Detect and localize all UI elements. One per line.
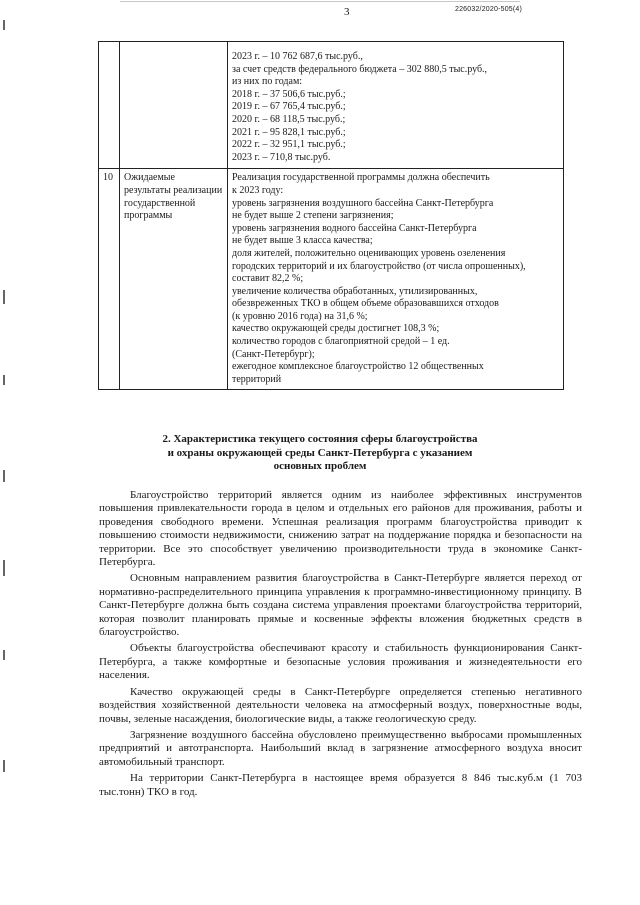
financing-line: 2020 г. – 68 118,5 тыс.руб.; <box>232 113 346 125</box>
paragraph: Загрязнение воздушного бассейна обусловлено преимущественно выбросами промышленных предприятий и автотранспорта. Наибольший вклад в загрязнение атмосферного воздуха вносит автомобильный транспорт. <box>99 728 582 768</box>
row-name-cell: Ожидаемые результаты реализации государственной программы <box>120 169 228 390</box>
result-line: уровень загрязнения воздушного бассейна Санкт-Петербурга <box>232 197 494 209</box>
margin-mark <box>3 290 5 304</box>
result-line: качество окружающей среды достигнет 108,3 %; <box>232 323 440 335</box>
result-line: не будет выше 3 класса качества; <box>232 235 373 247</box>
row-name-cell <box>120 42 228 169</box>
expected-results-cell <box>228 169 564 390</box>
page-number: 3 <box>344 6 350 18</box>
margin-mark <box>3 20 5 30</box>
section-heading-line: 2. Характеристика текущего состояния сферы благоустройства <box>162 433 478 445</box>
result-line: территорий <box>232 373 282 385</box>
section-heading <box>150 433 490 474</box>
row-number-cell <box>99 42 120 169</box>
paragraph: Качество окружающей среды в Санкт-Петербурге определяется степенью негативного воздействия хозяйственной деятельности человека на атмосферный воздух, поверхностные воды, почвы, зеленые насаждения, биологические виды, а также геологическую среду. <box>99 685 582 725</box>
financing-line: 2018 г. – 37 506,6 тыс.руб.; <box>232 88 346 100</box>
section-heading-line: и охраны окружающей среды Санкт-Петербурга с указанием <box>167 446 473 459</box>
financing-line: из них по годам: <box>232 76 303 88</box>
financing-line: 2021 г. – 95 828,1 тыс.руб.; <box>232 126 346 138</box>
result-line: обезвреженных ТКО в общем объеме образовавшихся отходов <box>232 298 499 310</box>
margin-mark <box>3 760 5 772</box>
margin-mark <box>3 560 5 576</box>
margin-mark <box>3 470 5 482</box>
table-row-financing <box>99 42 564 169</box>
paragraph: Основным направлением развития благоустройства в Санкт-Петербурге является переход от нормативно-распределительного принципа управления к программно-инвестиционному принципу. В Санкт-Петербурге должна быть создана система управления проектами благоустройства территорий, которая позволит планировать прямые и косвенные эффекты вложения бюджетных средств в благоустройство. <box>99 572 582 639</box>
result-line: не будет выше 2 степени загрязнения; <box>232 210 394 222</box>
result-line: увеличение количества обработанных, утилизированных, <box>232 285 478 297</box>
result-line: (к уровню 2016 года) на 31,6 %; <box>232 310 368 322</box>
financing-line: за счет средств федерального бюджета – 302 880,5 тыс.руб., <box>232 63 488 75</box>
paragraph: На территории Санкт-Петербурга в настоящее время образуется 8 846 тыс.куб.м (1 703 тыс.тонн) ТКО в год. <box>99 772 582 798</box>
result-line: количество городов с благоприятной средой – 1 ед. <box>232 336 450 348</box>
margin-mark <box>3 650 5 660</box>
table-row-expected-results <box>99 169 564 390</box>
paragraph: Благоустройство территорий является одним из наиболее эффективных инструментов повышения привлекательности города в целом и отдельных его районов для проживания, работы и проведения свободного времени. Успешная реализация программ благоустройства приводит к повышению стоимости недвижимости, снижению затрат на поддержание порядка и безопасности на территории. Все это способствует увеличению производительности труда в экономике Санкт-Петербурга. <box>99 489 582 569</box>
scan-top-edge-line <box>120 1 520 2</box>
financing-value-cell <box>228 42 564 169</box>
result-line: составит 82,2 %; <box>232 273 304 285</box>
section-heading-line: основных проблем <box>273 460 367 472</box>
result-line: (Санкт-Петербург); <box>232 348 315 360</box>
paragraph: Объекты благоустройства обеспечивают красоту и стабильность функционирования Санкт-Петербурга, а также комфортные и безопасные условия проживания и жизнедеятельности его населения. <box>99 642 582 682</box>
financing-line: 2023 г. – 710,8 тыс.руб. <box>232 151 331 163</box>
result-line: доля жителей, положительно оценивающих уровень озеленения <box>232 247 506 259</box>
result-line: к 2023 году: <box>232 184 284 196</box>
financing-line: 2019 г. – 67 765,4 тыс.руб.; <box>232 101 346 113</box>
result-line: городских территорий и их благоустройство (от числа опрошенных), <box>232 260 526 272</box>
program-passport-table <box>98 41 564 390</box>
result-line: ежегодное комплексное благоустройство 12 общественных <box>232 361 484 373</box>
document-code: 226032/2020-505(4) <box>455 6 523 13</box>
result-line: Реализация государственной программы должна обеспечить <box>232 172 490 184</box>
result-line: уровень загрязнения водного бассейна Санкт-Петербурга <box>232 222 477 234</box>
financing-line: 2022 г. – 32 951,1 тыс.руб.; <box>232 139 346 151</box>
financing-line: 2023 г. – 10 762 687,6 тыс.руб., <box>232 51 363 62</box>
row-number-cell: 10 <box>99 169 120 390</box>
section-body <box>99 489 582 802</box>
margin-mark <box>3 375 5 385</box>
